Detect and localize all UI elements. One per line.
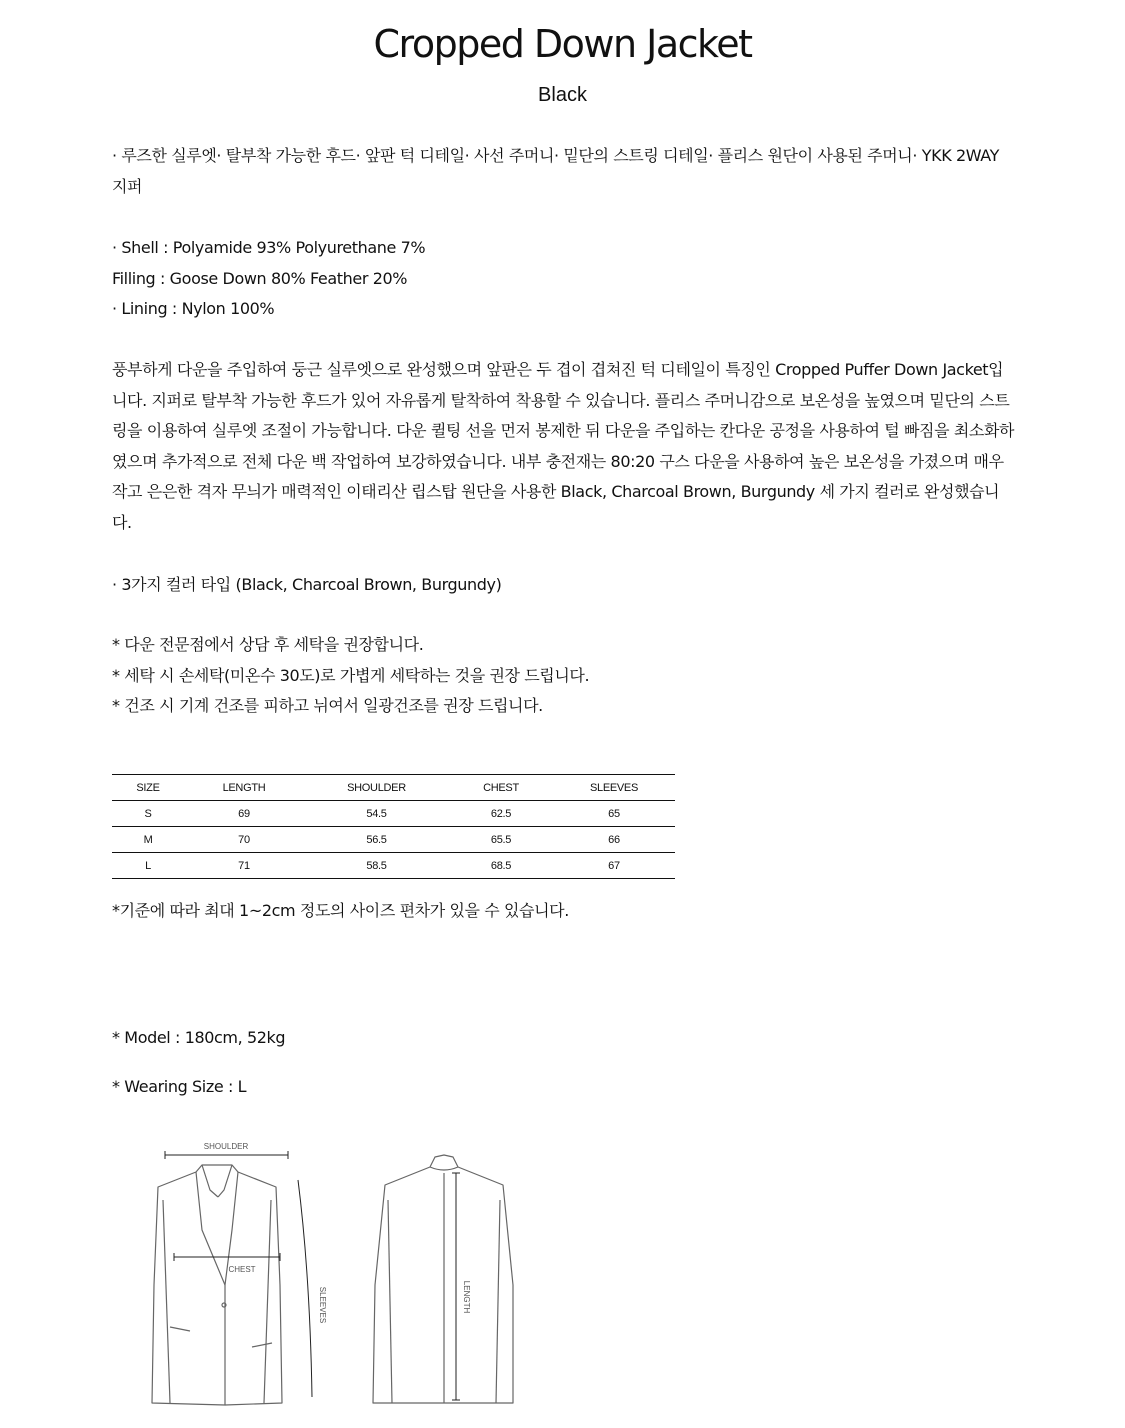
material-shell: · Shell : Polyamide 93% Polyurethane 7% <box>112 238 426 257</box>
header-size: SIZE <box>112 775 184 801</box>
care-line: * 세탁 시 손세탁(미온수 30도)로 가볍게 세탁하는 것을 권장 드립니다. <box>112 665 590 685</box>
product-title: Cropped Down Jacket <box>373 22 752 66</box>
chest-label: CHEST <box>228 1265 256 1274</box>
shoulder-label: SHOULDER <box>203 1142 249 1151</box>
table-cell: 70 <box>184 827 304 853</box>
size-table <box>112 774 675 879</box>
table-cell: 67 <box>553 853 675 879</box>
table-cell: 58.5 <box>304 853 449 879</box>
table-cell: 62.5 <box>449 801 553 827</box>
table-cell: 54.5 <box>304 801 449 827</box>
size-table-header <box>112 775 675 801</box>
care-line: * 다운 전문점에서 상담 후 세탁을 권장합니다. <box>112 635 424 654</box>
feature-list <box>112 141 1017 202</box>
chest-measure-line <box>174 1253 280 1261</box>
table-cell: 69 <box>184 801 304 827</box>
description-line: 다. <box>112 512 132 532</box>
material-lining: · Lining : Nylon 100% <box>112 299 275 318</box>
table-cell: L <box>112 853 184 879</box>
wearing-size: * Wearing Size : L <box>112 1077 247 1096</box>
material-list <box>112 233 1017 325</box>
table-row <box>112 827 675 853</box>
jacket-measurement-sketch <box>130 1135 550 1420</box>
feature-line: · 루즈한 실루엣· 탈부착 가능한 후드· 앞판 턱 디테일· 사선 주머니· 밑단의 스트링 디테일· 플리스 원단이 사용된 주머니· YKK 2WAY <box>112 146 999 165</box>
jacket-back-drawing <box>373 1155 513 1403</box>
header-shoulder: SHOULDER <box>304 775 449 801</box>
table-cell: 65.5 <box>449 827 553 853</box>
sleeve-measure-line <box>298 1180 312 1397</box>
sleeves-label: SLEEVES <box>318 1286 327 1324</box>
care-line: * 건조 시 기계 건조를 피하고 뉘여서 일광건조를 권장 드립니다. <box>112 696 543 715</box>
size-deviation-note: *기준에 따라 최대 1~2cm 정도의 사이즈 편차가 있을 수 있습니다. <box>112 901 569 920</box>
description-line: 였으며 추가적으로 전체 다운 백 작업하여 보강하였습니다. 내부 충전재는 80:20 구스 다운을 사용하여 높은 보온성을 가졌으며 매우 <box>112 451 1004 471</box>
length-measure-line <box>452 1173 460 1400</box>
table-cell: M <box>112 827 184 853</box>
header-sleeves: SLEEVES <box>553 775 675 801</box>
feature-line: 지퍼 <box>112 176 143 196</box>
product-color: Black <box>538 84 587 106</box>
header-length: LENGTH <box>184 775 304 801</box>
table-cell: S <box>112 801 184 827</box>
care-instructions <box>112 630 1017 722</box>
material-filling: Filling : Goose Down 80% Feather 20% <box>112 268 408 288</box>
table-row <box>112 801 675 827</box>
description-line: 작고 은은한 격자 무늬가 매력적인 이태리산 립스탑 원단을 사용한 Black, Charcoal Brown, Burgundy 세 가지 컬러로 완성했습니 <box>112 482 1000 501</box>
table-cell: 65 <box>553 801 675 827</box>
jacket-front-drawing <box>152 1165 282 1405</box>
table-cell: 66 <box>553 827 675 853</box>
color-options-note: · 3가지 컬러 타입 (Black, Charcoal Brown, Burgundy) <box>112 575 502 594</box>
product-description <box>112 355 1017 538</box>
table-cell: 71 <box>184 853 304 879</box>
table-row <box>112 853 675 879</box>
description-line: 풍부하게 다운을 주입하여 둥근 실루엣으로 완성했으며 앞판은 두 겹이 겹쳐진 턱 디테일이 특징인 Cropped Puffer Down Jacket입 <box>112 360 1004 379</box>
description-line: 니다. 지퍼로 탈부착 가능한 후드가 있어 자유롭게 탈착하여 착용할 수 있습니다. 플리스 주머니감으로 보온성을 높였으며 밑단의 스트 <box>112 390 1010 410</box>
table-cell: 56.5 <box>304 827 449 853</box>
table-cell: 68.5 <box>449 853 553 879</box>
model-spec: * Model : 180cm, 52kg <box>112 1028 286 1047</box>
header-chest: CHEST <box>449 775 553 801</box>
length-label: LENGTH <box>462 1280 471 1314</box>
description-line: 링을 이용하여 실루엣 조절이 가능합니다. 다운 퀼팅 선을 먼저 봉제한 뒤 다운을 주입하는 칸다운 공정을 사용하여 털 빠짐을 최소화하 <box>112 421 1015 440</box>
shoulder-measure-line <box>165 1151 288 1159</box>
